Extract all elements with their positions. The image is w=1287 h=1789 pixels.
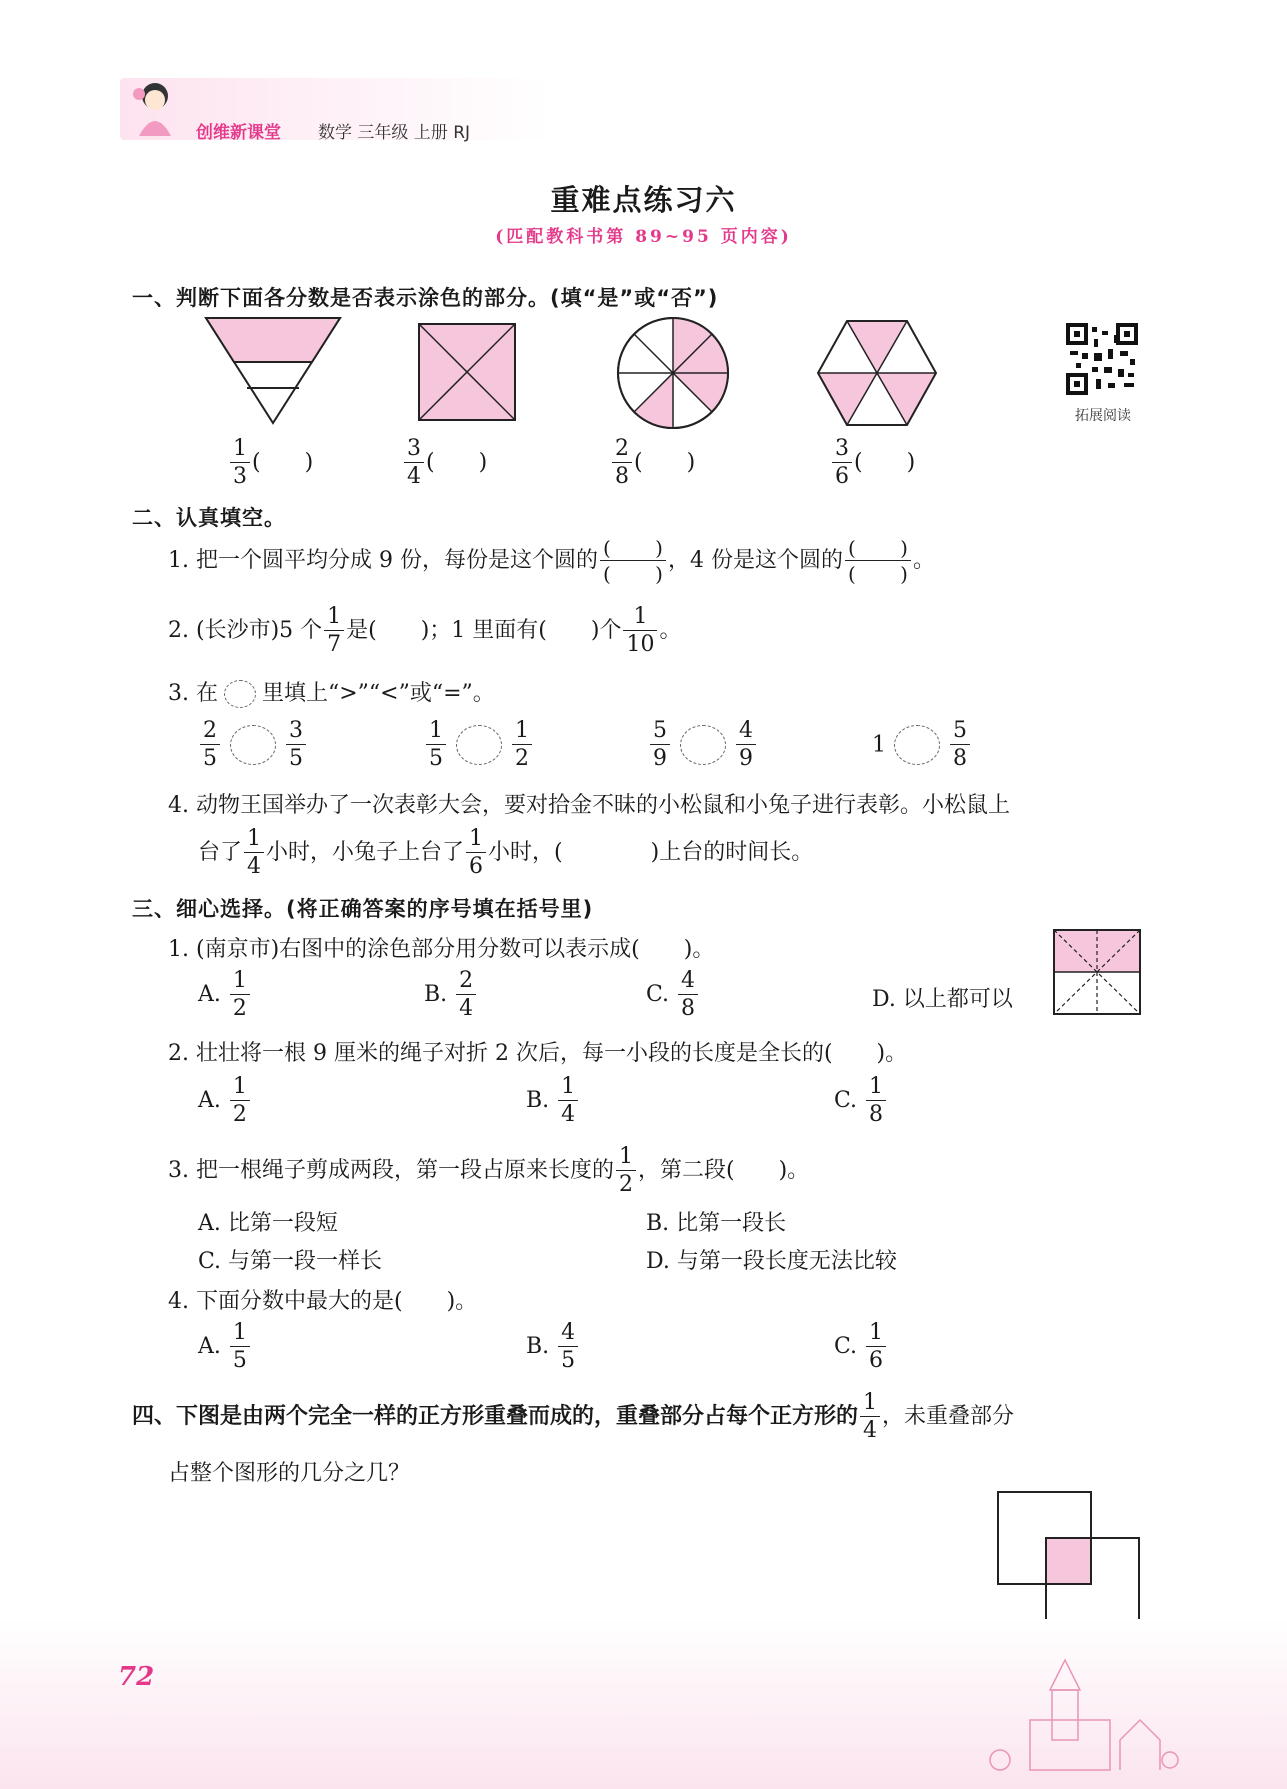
- s3-q4-stem: 4. 下面分数中最大的是( )。: [168, 1289, 478, 1314]
- s3-q2-option-b[interactable]: B. $\frac{1}{4}$: [526, 1076, 580, 1126]
- s3-q4-option-b[interactable]: B. $\frac{4}{5}$: [526, 1322, 580, 1372]
- frac-num: 2: [615, 436, 629, 461]
- overlapping-squares-figure: [994, 1488, 1144, 1636]
- s3-q1-option-d[interactable]: D. 以上都可以: [872, 987, 1013, 1012]
- s3-q4-option-c[interactable]: C. $\frac{1}{6}$: [834, 1322, 888, 1372]
- s1-item-3: [610, 438, 695, 488]
- header-brand: 创维新课堂: [196, 123, 281, 143]
- s3-q3-option-a[interactable]: A. 比第一段短: [198, 1211, 338, 1236]
- s3-q3-option-c[interactable]: C. 与第一段一样长: [198, 1249, 383, 1274]
- section4-question: 四、下图是由两个完全一样的正方形重叠而成的，重叠部分占每个正方形的 $\frac{1}{4}$ ，未重叠部分: [132, 1390, 1015, 1443]
- s3-q2-option-c[interactable]: C. $\frac{1}{8}$: [834, 1076, 888, 1126]
- s2-q1-text-c: 。: [912, 548, 935, 573]
- s2-q1: [168, 538, 935, 584]
- s2-q1-text-b: ，4 份是这个圆的: [667, 548, 843, 573]
- s2-q3-tail: 里填上“>”“<”或“=”。: [261, 681, 495, 706]
- qr-label: 拓展阅读: [1075, 408, 1131, 424]
- compare-input[interactable]: [680, 725, 726, 765]
- frac-num: 3: [835, 436, 849, 461]
- compare-input[interactable]: [230, 725, 276, 765]
- frac-den: 8: [612, 462, 632, 488]
- s2-q3: [168, 676, 495, 708]
- s3-q3-option-b[interactable]: B. 比第一段长: [646, 1211, 787, 1236]
- castle-decoration-icon: [970, 1650, 1190, 1780]
- s3-q1-stem: 1. (南京市)右图中的涂色部分用分数可以表示成( )。: [168, 937, 715, 962]
- s3-q4-option-a[interactable]: A. $\frac{1}{5}$: [198, 1322, 252, 1372]
- frac-den: 4: [404, 462, 424, 488]
- s2-q2-text-c: 。: [659, 618, 682, 643]
- s2-q3-pair-3: $\frac{5}{9}$ $\frac{4}{9}$: [648, 720, 758, 770]
- frac-num: 3: [407, 436, 421, 461]
- answer-blank[interactable]: ( ): [252, 450, 314, 475]
- shape-circle: [616, 316, 730, 430]
- s3-q2-option-a[interactable]: A. $\frac{1}{2}$: [198, 1076, 252, 1126]
- shape-square: [417, 322, 517, 422]
- s2-q4-line2: 台了 $\frac{1}{4}$ 小时，小兔子上台了 $\frac{1}{6}$ 小时，( )上台的时间长。: [198, 826, 814, 879]
- frac-den: 3: [230, 462, 250, 488]
- header-book-info: 数学 三年级 上册 RJ: [318, 123, 471, 143]
- compare-input[interactable]: [894, 725, 940, 765]
- section3-heading: 三、细心选择。(将正确答案的序号填在括号里): [132, 897, 594, 921]
- girl-mascot-icon: [125, 76, 187, 142]
- qr-code-icon[interactable]: [1066, 323, 1138, 395]
- s3-q1-option-b[interactable]: B. $\frac{2}{4}$: [424, 970, 478, 1020]
- section4-question-line2: 占整个图形的几分之几？: [168, 1461, 411, 1486]
- compare-bubble-icon: [224, 680, 256, 708]
- s2-q2-text-b: 是( )；1 里面有( )个: [346, 618, 622, 643]
- page-title: 重难点练习六: [550, 183, 737, 217]
- answer-blank[interactable]: ( ): [634, 450, 696, 475]
- frac-den: 6: [832, 462, 852, 488]
- s2-q3-pair-4: 1 $\frac{5}{8}$: [872, 720, 972, 770]
- s2-q3-pair-1: $\frac{2}{5}$ $\frac{3}{5}$: [198, 720, 308, 770]
- s3-q3-stem: 3. 把一根绳子剪成两段，第一段占原来长度的 $\frac{1}{2}$ ，第二段( )。: [168, 1144, 810, 1197]
- answer-blank[interactable]: ( ): [854, 450, 916, 475]
- s3-q3-option-d[interactable]: D. 与第一段长度无法比较: [646, 1249, 897, 1274]
- s1-item-1: [228, 438, 313, 488]
- s2-q2-text-a: 2. (长沙市)5 个: [168, 618, 323, 643]
- shape-triangle: [203, 315, 343, 427]
- page-subtitle: (匹配教科书第 89~95 页内容): [495, 227, 792, 247]
- frac-num: 1: [233, 436, 247, 461]
- s3-q1-option-a[interactable]: A. $\frac{1}{2}$: [198, 970, 252, 1020]
- answer-blank[interactable]: ( ): [426, 450, 488, 475]
- shaded-square-figure: [1052, 928, 1142, 1016]
- section2-heading: 二、认真填空。: [132, 506, 286, 530]
- blank-fraction[interactable]: ( ) ( ): [845, 538, 911, 584]
- compare-input[interactable]: [456, 725, 502, 765]
- s2-q1-text-a: 1. 把一个圆平均分成 9 份，每份是这个圆的: [168, 548, 598, 573]
- s1-item-4: [830, 438, 915, 488]
- s3-q2-stem: 2. 壮壮将一根 9 厘米的绳子对折 2 次后，每一小段的长度是全长的( )。: [168, 1041, 908, 1066]
- s1-item-2: [402, 438, 487, 488]
- s3-q1-option-c[interactable]: C. $\frac{4}{8}$: [646, 970, 700, 1020]
- page-number: 72: [118, 1662, 155, 1692]
- s2-q2: 2. (长沙市)5 个 $\frac{1}{7}$ 是( )；1 里面有( )个 $\frac{1}{10}$ 。: [168, 604, 682, 657]
- blank-fraction[interactable]: ( ) ( ): [600, 538, 666, 584]
- s2-q3-lead: 3. 在: [168, 681, 218, 706]
- s2-q3-pair-2: $\frac{1}{5}$ $\frac{1}{2}$: [424, 720, 534, 770]
- section1-heading: 一、判断下面各分数是否表示涂色的部分。(填“是”或“否”): [132, 286, 719, 310]
- s2-q4-line1: 4. 动物王国举办了一次表彰大会，要对拾金不昧的小松鼠和小兔子进行表彰。小松鼠上: [168, 793, 1010, 818]
- shape-hexagon: [816, 318, 938, 428]
